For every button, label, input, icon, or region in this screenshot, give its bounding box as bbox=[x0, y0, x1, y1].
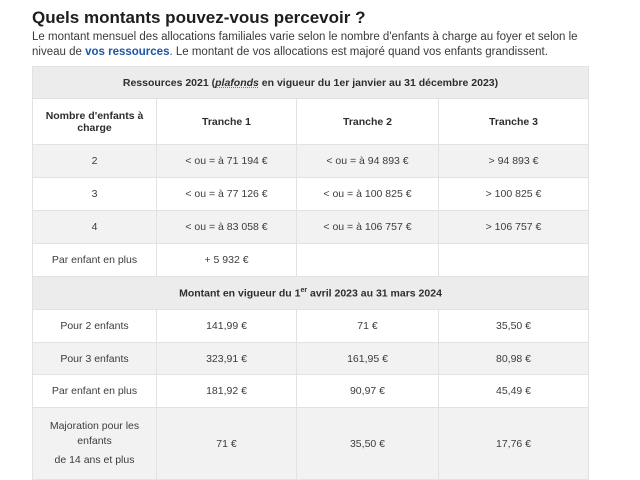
table-row bbox=[33, 178, 589, 211]
resources-band-suffix: en vigueur du 1er janvier au 31 décembre 2023) bbox=[258, 76, 499, 89]
intro-text-end: . Le montant de vos allocations est majoré quand vos enfants grandissent. bbox=[169, 46, 548, 58]
majoration-label-line: enfants bbox=[77, 435, 112, 447]
cell-label: Pour 3 enfants bbox=[33, 343, 157, 375]
cell-tranche-1: 141,99 € bbox=[157, 310, 297, 343]
majoration-label bbox=[33, 408, 157, 480]
resources-link[interactable]: vos ressources bbox=[85, 46, 170, 58]
plafonds-term[interactable]: plafonds bbox=[215, 76, 259, 89]
cell-tranche-3: 45,49 € bbox=[439, 375, 589, 408]
intro-paragraph bbox=[32, 30, 592, 60]
cell-label: Pour 2 enfants bbox=[33, 310, 157, 343]
header-tranche-2: Tranche 2 bbox=[297, 99, 439, 145]
cell-children: 2 bbox=[33, 145, 157, 178]
header-children: Nombre d'enfants à charge bbox=[33, 99, 157, 145]
resources-band-prefix: Ressources 2021 ( bbox=[122, 76, 216, 89]
table-row bbox=[33, 375, 589, 408]
cell-tranche-2: < ou = à 100 825 € bbox=[297, 178, 439, 211]
majoration-label-line: de 14 ans et plus bbox=[54, 454, 135, 466]
table-row bbox=[33, 343, 589, 375]
resources-band-row bbox=[33, 67, 589, 99]
allocations-table bbox=[32, 66, 589, 480]
resources-band bbox=[33, 67, 589, 99]
table-row bbox=[33, 310, 589, 343]
cell-tranche-3 bbox=[439, 244, 589, 277]
amounts-band bbox=[33, 277, 589, 310]
cell-children: 4 bbox=[33, 211, 157, 244]
cell-tranche-3: 35,50 € bbox=[439, 310, 589, 343]
cell-tranche-3: > 106 757 € bbox=[439, 211, 589, 244]
cell-children: Par enfant en plus bbox=[33, 244, 157, 277]
table-row bbox=[33, 244, 589, 277]
cell-tranche-2: 71 € bbox=[297, 310, 439, 343]
header-tranche-3: Tranche 3 bbox=[439, 99, 589, 145]
majoration-row bbox=[33, 408, 589, 480]
cell-tranche-3: 80,98 € bbox=[439, 343, 589, 375]
amounts-band-sup: er bbox=[300, 286, 308, 294]
cell-tranche-1: < ou = à 77 126 € bbox=[157, 178, 297, 211]
table-row bbox=[33, 145, 589, 178]
cell-tranche-2: 35,50 € bbox=[297, 408, 439, 480]
cell-tranche-3: > 94 893 € bbox=[439, 145, 589, 178]
header-row bbox=[33, 99, 589, 145]
intro-text: Le montant mensuel des allocations familiales varie selon le nombre d'enfants à charge au foyer et selon le niveau de bbox=[32, 31, 578, 58]
cell-tranche-1: 323,91 € bbox=[157, 343, 297, 375]
cell-tranche-3: > 100 825 € bbox=[439, 178, 589, 211]
cell-label: Par enfant en plus bbox=[33, 375, 157, 408]
header-tranche-1: Tranche 1 bbox=[157, 99, 297, 145]
cell-tranche-2 bbox=[297, 244, 439, 277]
cell-tranche-2: < ou = à 106 757 € bbox=[297, 211, 439, 244]
cell-tranche-1: 181,92 € bbox=[157, 375, 297, 408]
cell-children: 3 bbox=[33, 178, 157, 211]
cell-tranche-1: + 5 932 € bbox=[157, 244, 297, 277]
cell-tranche-2: 90,97 € bbox=[297, 375, 439, 408]
cell-tranche-1: 71 € bbox=[157, 408, 297, 480]
table-row bbox=[33, 211, 589, 244]
amounts-band-row bbox=[33, 277, 589, 310]
majoration-label-line: Majoration pour les bbox=[49, 420, 140, 432]
cell-tranche-2: 161,95 € bbox=[297, 343, 439, 375]
amounts-band-prefix: Montant en vigueur du 1 bbox=[179, 287, 301, 300]
cell-tranche-2: < ou = à 94 893 € bbox=[297, 145, 439, 178]
cell-tranche-1: < ou = à 83 058 € bbox=[157, 211, 297, 244]
cell-tranche-1: < ou = à 71 194 € bbox=[157, 145, 297, 178]
section-title: Quels montants pouvez-vous percevoir ? bbox=[32, 8, 366, 27]
amounts-band-suffix: avril 2023 au 31 mars 2024 bbox=[307, 287, 442, 300]
cell-tranche-3: 17,76 € bbox=[439, 408, 589, 480]
